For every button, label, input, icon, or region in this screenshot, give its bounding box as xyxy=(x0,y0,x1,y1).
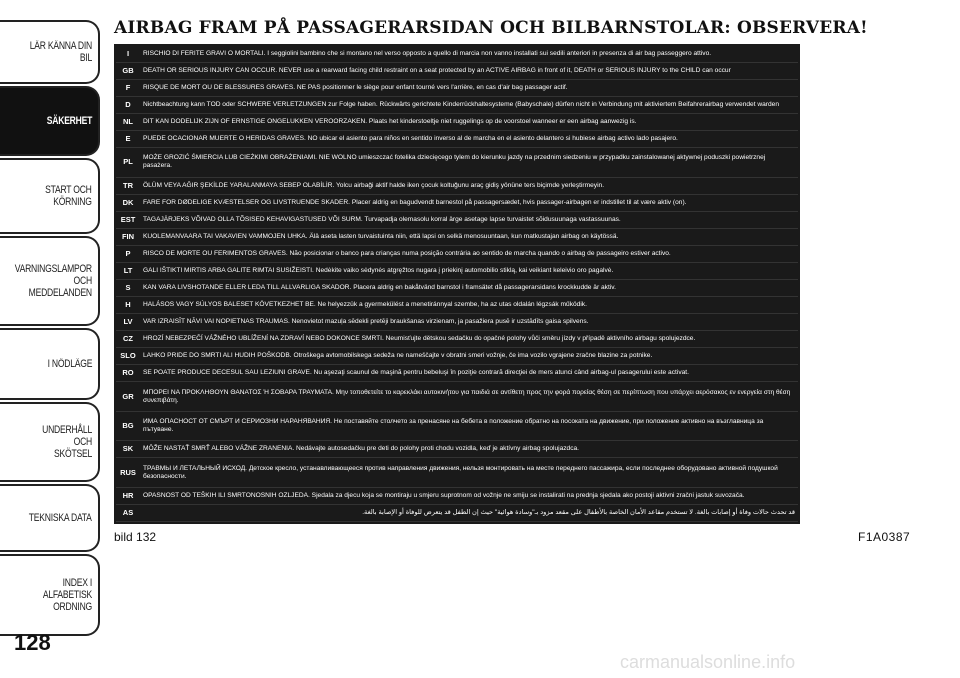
warning-text: ТРАВМЫ И ЛЕТАЛЬНЫЙ ИСХОД. Детское кресло, устанавливающееся против направления движения, нельзя монтировать на месте переднего пассажира, если последнее оборудовано активной подушкой безопасности. xyxy=(140,458,798,487)
warning-row xyxy=(116,504,798,521)
warning-row xyxy=(116,211,798,228)
language-code: EST xyxy=(116,211,140,228)
page-title: AIRBAG FRAM PÅ PASSAGERARSIDAN OCH BILBARNSTOLAR: OBSERVERA! xyxy=(114,18,868,38)
sidebar-tab-label: VARNINGSLAMPOR OCH MEDDELANDEN xyxy=(14,263,92,299)
warning-text: RISCO DE MORTE OU FERIMENTOS GRAVES. Não posicionar o banco para crianças numa posição contrária ao sentido de marcha quando o airbag de passageiro estiver activo. xyxy=(140,245,798,262)
warning-text: VAR IZRAISĪT NĀVI VAI NOPIETNAS TRAUMAS. Nenovietot mazuļa sēdekli pretēji braukšanas virzienam, ja pasažiera pusē ir uzstādīts gaisa spilvens. xyxy=(140,314,798,331)
warning-row xyxy=(116,382,798,411)
warning-row xyxy=(116,441,798,458)
warning-text: DIT KAN DODELIJK ZIJN OF ERNSTIGE ONGELUKKEN VEROORZAKEN. Plaats het kinderstoeltje niet ruggelings op de voorstoel wanneer er een airbag aanwezig is. xyxy=(140,113,798,130)
language-code: GR xyxy=(116,382,140,411)
language-code: HR xyxy=(116,487,140,504)
warning-text: MÔŽE NASTAŤ SMRŤ ALEBO VÁŽNE ZRANENIA. Nedávajte autosedačku pre deti do polohy proti chodu vozidla, keď je aktívny airbag spolujazdca. xyxy=(140,441,798,458)
warning-text: OPASNOST OD TEŠKIH ILI SMRTONOSNIH OZLJEDA. Sjedala za djecu koja se montiraju u smjeru suprotnom od vožnje ne smiju se instalirati na prednja sjedala ako postoji aktivni zračni jastuk suvozača. xyxy=(140,487,798,504)
language-code: RUS xyxy=(116,458,140,487)
page-number: 128 xyxy=(14,630,51,655)
sidebar-tab-label: I NÖDLÄGE xyxy=(47,358,92,370)
warning-row xyxy=(116,177,798,194)
language-code: SK xyxy=(116,441,140,458)
language-code: BG xyxy=(116,411,140,440)
warning-text: ÖLÜM VEYA AĞIR ŞEKİLDE YARALANMAYA SEBEP OLABİLİR. Yolcu airbaği aktif halde iken çocuk koltuğunu araç gidiş yönüne ters biçimde yerleştirmeyin. xyxy=(140,177,798,194)
sidebar-tab-6[interactable] xyxy=(0,484,100,552)
sidebar-tab-0[interactable] xyxy=(0,20,100,84)
language-code: S xyxy=(116,279,140,296)
sidebar-tab-label: UNDERHÅLL OCH SKÖTSEL xyxy=(42,424,92,460)
warning-text: KUOLEMANVAARA TAI VAKAVIEN VAMMOJEN UHKA. Älä aseta lasten turvaistuinta niin, että lapsi on selkä menosuuntaan, kun matkustajan airbag on käytössä. xyxy=(140,228,798,245)
warning-row xyxy=(116,96,798,113)
warning-row xyxy=(116,62,798,79)
sidebar-tab-5[interactable] xyxy=(0,402,100,482)
language-code: F xyxy=(116,79,140,96)
language-code: I xyxy=(116,46,140,62)
warning-row xyxy=(116,458,798,487)
language-code: LT xyxy=(116,262,140,279)
sidebar-tab-label: INDEX I ALFABETISK ORDNING xyxy=(42,577,92,613)
warning-text: DEATH OR SERIOUS INJURY CAN OCCUR. NEVER use a rearward facing child restraint on a seat protected by an ACTIVE AIRBAG in front of it, DEATH or SERIOUS INJURY to the CHILD can occur xyxy=(140,62,798,79)
warning-table xyxy=(116,46,798,522)
airbag-warning-label xyxy=(114,44,800,524)
sidebar-tab-label: TEKNISKA DATA xyxy=(29,512,92,524)
language-code: FIN xyxy=(116,228,140,245)
warning-text: MOŻE GROZIĆ ŚMIERCIA LUB CIEŻKIMI OBRAŻENIAMI. NIE WOLNO umieszczać fotelika dziecięcego tylem do kierunku jazdy na przednim siedzeniu w przypadku zainstalowanej aktywnej poduszki powietrznej pasażera. xyxy=(140,148,798,177)
warning-row xyxy=(116,411,798,440)
language-code: SLO xyxy=(116,348,140,365)
sidebar-tab-3[interactable] xyxy=(0,236,100,326)
warning-row xyxy=(116,194,798,211)
language-code: GB xyxy=(116,62,140,79)
language-code: RO xyxy=(116,365,140,382)
warning-text: Nichtbeachtung kann TOD oder SCHWERE VERLETZUNGEN zur Folge haben. Rückwärts gerichtete Kinderrückhaltesysteme (Babyschale) dürfen nicht in Verbindung mit aktiviertem Beifahrerairbag verwendet warden xyxy=(140,96,798,113)
sidebar-tab-4[interactable] xyxy=(0,328,100,400)
warning-text: RISCHIO DI FERITE GRAVI O MORTALI. I seggiolini bambino che si montano nel verso opposto a quello di marcia non vanno installati sui sedili anteriori in presenza di air bag passeggero attivo. xyxy=(140,46,798,62)
language-code: AS xyxy=(116,504,140,521)
warning-text: ИМА ОПАСНОСТ ОТ СМЪРТ И СЕРИОЗНИ НАРАНЯВАНИЯ. Не поставяйте столчето за пренасяне на бебета в положение обратно на посоката на движение, при положение активно на възглавница за пътуване. xyxy=(140,411,798,440)
language-code: PL xyxy=(116,148,140,177)
sidebar-tab-1[interactable] xyxy=(0,86,100,156)
warning-row xyxy=(116,46,798,62)
warning-text: LAHKO PRIDE DO SMRTI ALI HUDIH POŠKODB. Otroškega avtomobilskega sedeža ne nameščajte v obratni smeri vožnje, če ima vozilo vgrajene zračne blazine za potnike. xyxy=(140,348,798,365)
language-code: TR xyxy=(116,177,140,194)
warning-text: RISQUE DE MORT OU DE BLESSURES GRAVES. NE PAS positionner le siège pour enfant tourné vers l'arrière, en cas d'air bag passager actif. xyxy=(140,79,798,96)
sidebar-tab-2[interactable] xyxy=(0,158,100,234)
warning-row xyxy=(116,331,798,348)
warning-row xyxy=(116,348,798,365)
language-code: DK xyxy=(116,194,140,211)
figure-caption: bild 132 xyxy=(114,530,157,544)
sidebar-tab-label: LÄR KÄNNA DIN BIL xyxy=(29,40,93,64)
warning-text: قد تحدث حالات وفاة أو إصابات بالغة. لا تستخدم مقاعد الأمان الخاصة بالأطفال على مقعد مزود بـ"وسادة هوائية" حيث إن الطفل قد يتعرض للوفاة أو الإصابة بالغة. xyxy=(140,504,798,521)
warning-text: HALÁSOS VAGY SÚLYOS BALESET KÖVETKEZHET BE. Ne helyezzük a gyermekülést a menetiránnyal szembe, ha az utas oldalán légzsák működik. xyxy=(140,297,798,314)
language-code: P xyxy=(116,245,140,262)
warning-text: HROZÍ NEBEZPEČÍ VÁŽNÉHO UBLÍŽENÍ NA ZDRAVÍ NEBO DOKONCE SMRTI. Neumisťujte dětskou sedačku do opačné polohy vůči směru jízdy v případě aktivního airbagu spolujezdce. xyxy=(140,331,798,348)
warning-text: SE POATE PRODUCE DECESUL SAU LEZIUNI GRAVE. Nu aşezaţi scaunul de maşină pentru bebeluşi în poziţie contrară direcţiei de mers atunci când airbag-ul pasagerului este activat. xyxy=(140,365,798,382)
warning-row xyxy=(116,245,798,262)
warning-row xyxy=(116,297,798,314)
warning-row xyxy=(116,113,798,130)
warning-row xyxy=(116,148,798,177)
language-code: D xyxy=(116,96,140,113)
language-code: CZ xyxy=(116,331,140,348)
watermark: carmanualsonline.info xyxy=(620,652,796,672)
language-code: E xyxy=(116,131,140,148)
sidebar-tab-label: SÄKERHET xyxy=(46,115,92,127)
language-code: LV xyxy=(116,314,140,331)
warning-row xyxy=(116,487,798,504)
warning-text: GALI IŠTIKTI MIRTIS ARBA GALITE RIMTAI SUSIŽEISTI. Nedėkite vaiko sėdynės atgręžtos nugara į priekinį automobilio stiklą, kai veikiant keleivio oro pagalvė. xyxy=(140,262,798,279)
section-sidebar xyxy=(0,20,100,638)
warning-row xyxy=(116,79,798,96)
warning-row xyxy=(116,228,798,245)
warning-text: FARE FOR DØDELIGE KVÆSTELSER OG LIVSTRUENDE SKADER. Placer aldrig en bagudvendt barnestol på passagersædet, hvis passager-airbagen er indstillet til at være aktiv (on). xyxy=(140,194,798,211)
warning-text: PUEDE OCACIONAR MUERTE O HERIDAS GRAVES. NO ubicar el asiento para niños en sentido inverso al de marcha en el asiento delantero si hubiese airbag activo lado pasajero. xyxy=(140,131,798,148)
warning-row xyxy=(116,314,798,331)
warning-text: ΜΠΟΡΕΙ ΝΑ ΠΡΟΚΛΗΘΟΥΝ ΘΑΝΑΤΟΣ Ή ΣΟΒΑΡΑ ΤΡΑΥΜΑΤΑ. Μην τοποθετείτε το καρεκλάκι αυτοκινήτου για παιδιά σε αντίθετη προς την φορά πορείας θέση σε περίπτωση που υπάρχει αερόσακος εν ενεργεία στη θέση συνεπιβάτη. xyxy=(140,382,798,411)
sidebar-tab-label: START OCH KÖRNING xyxy=(45,184,92,208)
warning-text: TAGAJÄRJEKS VÕIVAD OLLA TÕSISED KEHAVIGASTUSED VÕI SURM. Turvapadja olemasolu korral ärge asetage lapse turvaistet sõidusuunaga vastassuunas. xyxy=(140,211,798,228)
warning-row xyxy=(116,279,798,296)
language-code: NL xyxy=(116,113,140,130)
warning-row xyxy=(116,131,798,148)
language-code: H xyxy=(116,297,140,314)
figure-code: F1A0387 xyxy=(858,530,911,544)
warning-text: KAN VARA LIVSHOTANDE ELLER LEDA TILL ALLVARLIGA SKADOR. Placera aldrig en bakåtvänd barnstol i framsätet då passagerarsidans krockkudde är aktiv. xyxy=(140,279,798,296)
warning-row xyxy=(116,365,798,382)
sidebar-tab-7[interactable] xyxy=(0,554,100,636)
warning-row xyxy=(116,262,798,279)
